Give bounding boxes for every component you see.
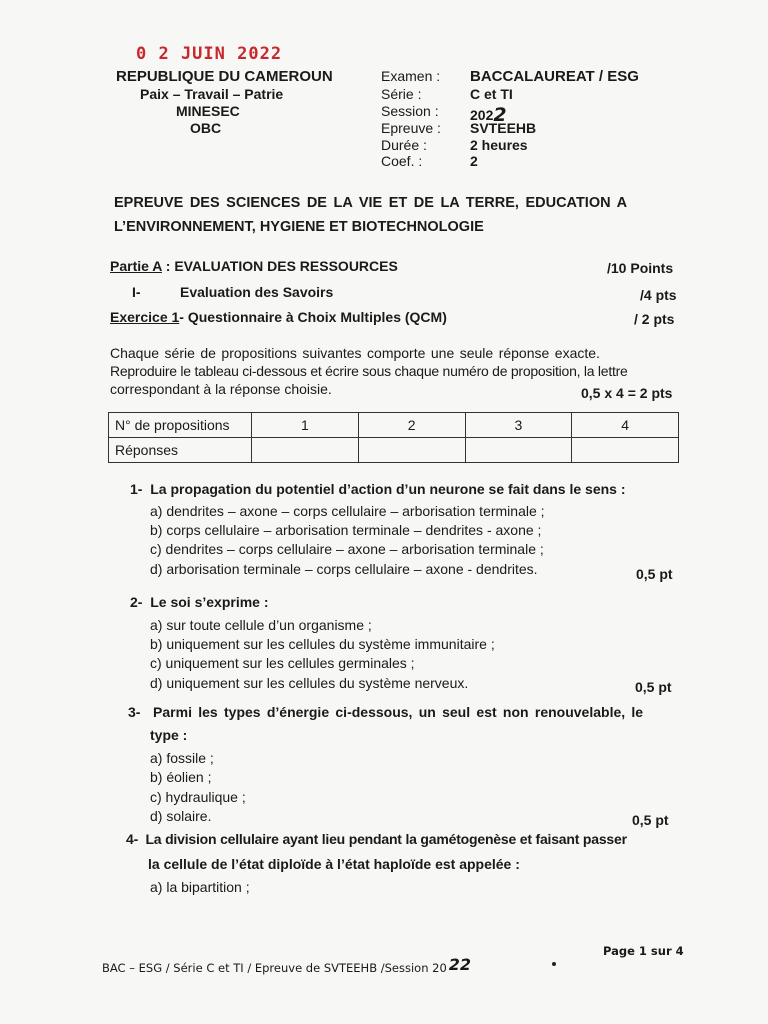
question-2: 2- Le soi s’exprime :: [130, 594, 269, 610]
exercice-points: / 2 pts: [634, 311, 675, 327]
ministry-name: MINESEC: [176, 103, 240, 119]
question-1-option-d: d) arborisation terminale – corps cellulaire – axone - dendrites.: [150, 561, 538, 577]
country-name: REPUBLIQUE DU CAMEROUN: [116, 68, 333, 85]
table-header-cell: 4: [572, 413, 679, 438]
serie-value: C et TI: [470, 86, 513, 102]
question-1-option-c: c) dendrites – corps cellulaire – axone – arborisation terminale ;: [150, 541, 544, 557]
question-1: 1- La propagation du potentiel d’action d’un neurone se fait dans le sens :: [130, 481, 626, 497]
question-2-option-d: d) uniquement sur les cellules du système nerveux.: [150, 675, 469, 691]
section-number: I-: [132, 284, 141, 300]
instructions-line2: Reproduire le tableau ci-dessous et écrire sous chaque numéro de proposition, la lettre: [110, 363, 628, 379]
exam-title-line2: L’ENVIRONNEMENT, HYGIENE ET BIOTECHNOLOGIE: [114, 219, 484, 235]
epreuve-value: SVTEEHB: [470, 120, 537, 136]
session-value: 2022: [470, 104, 507, 126]
table-answer-row: [109, 438, 679, 463]
question-1-option-b: b) corps cellulaire – arborisation terminale – dendrites - axone ;: [150, 522, 542, 538]
footer-handwritten-year: 22: [448, 955, 472, 974]
answer-cell: [252, 438, 359, 463]
instructions-score: 0,5 x 4 = 2 pts: [581, 385, 673, 401]
question-2-points: 0,5 pt: [635, 679, 672, 695]
question-3-option-a: a) fossile ;: [150, 750, 214, 766]
exercice-heading: Exercice 1- Questionnaire à Choix Multiples (QCM): [110, 309, 447, 325]
question-2-option-c: c) uniquement sur les cellules germinales ;: [150, 655, 415, 671]
question-3-option-b: b) éolien ;: [150, 769, 212, 785]
coef-label: Coef. :: [381, 153, 423, 169]
section-title: Evaluation des Savoirs: [180, 284, 334, 300]
section-points: /4 pts: [640, 287, 677, 303]
instructions-line3: correspondant à la réponse choisie.: [110, 381, 332, 397]
table-header-cell: 3: [465, 413, 572, 438]
exam-title-line1: EPREUVE DES SCIENCES DE LA VIE ET DE LA TERRE, EDUCATION A: [114, 195, 628, 211]
answer-table: [108, 412, 679, 463]
office-name: OBC: [190, 120, 222, 136]
page-number: Page 1 sur 4: [603, 944, 684, 958]
question-4-line2: la cellule de l’état diploïde à l’état haploïde est appelée :: [148, 856, 520, 872]
epreuve-label: Epreuve :: [381, 120, 441, 136]
answer-cell: [358, 438, 465, 463]
duree-label: Durée :: [381, 137, 427, 153]
partie-a-points: /10 Points: [607, 260, 674, 276]
country-motto: Paix – Travail – Patrie: [140, 86, 284, 102]
table-header-cell: 1: [252, 413, 359, 438]
question-2-option-b: b) uniquement sur les cellules du système immunitaire ;: [150, 636, 495, 652]
session-label: Session :: [381, 103, 439, 119]
date-stamp: 0 2 JUIN 2022: [136, 44, 283, 64]
serie-label: Série :: [381, 86, 422, 102]
instructions-line1: Chaque série de propositions suivantes comporte une seule réponse exacte.: [110, 345, 600, 361]
question-1-option-a: a) dendrites – axone – corps cellulaire – arborisation terminale ;: [150, 503, 545, 519]
table-row-label: Réponses: [109, 438, 252, 463]
answer-cell: [465, 438, 572, 463]
footer-text: BAC – ESG / Série C et TI / Epreuve de SVTEEHB /Session 20 22: [102, 955, 472, 975]
table-header-cell: 2: [358, 413, 465, 438]
coef-value: 2: [470, 153, 478, 169]
exam-label: Examen :: [381, 68, 441, 84]
partie-a-heading: Partie A : EVALUATION DES RESSOURCES: [110, 258, 398, 274]
question-3-points: 0,5 pt: [632, 812, 669, 828]
exam-value: BACCALAUREAT / ESG: [470, 68, 639, 85]
question-3-line1: 3- Parmi les types d’énergie ci-dessous, un seul est non renouvelable, le: [128, 704, 644, 720]
ink-dot: [552, 962, 556, 966]
session-handwritten-digit: 2: [493, 104, 507, 126]
question-3-line2: type :: [150, 727, 188, 743]
answer-cell: [572, 438, 679, 463]
table-header-row: [109, 413, 679, 438]
question-3-option-d: d) solaire.: [150, 808, 212, 824]
duree-value: 2 heures: [470, 137, 528, 153]
question-4-option-a: a) la bipartition ;: [150, 879, 250, 895]
table-header-label: N° de propositions: [109, 413, 252, 438]
question-4-line1: 4- La division cellulaire ayant lieu pendant la gamétogenèse et faisant passer: [126, 831, 627, 847]
question-2-option-a: a) sur toute cellule d’un organisme ;: [150, 617, 372, 633]
question-1-points: 0,5 pt: [636, 566, 673, 582]
question-3-option-c: c) hydraulique ;: [150, 789, 246, 805]
